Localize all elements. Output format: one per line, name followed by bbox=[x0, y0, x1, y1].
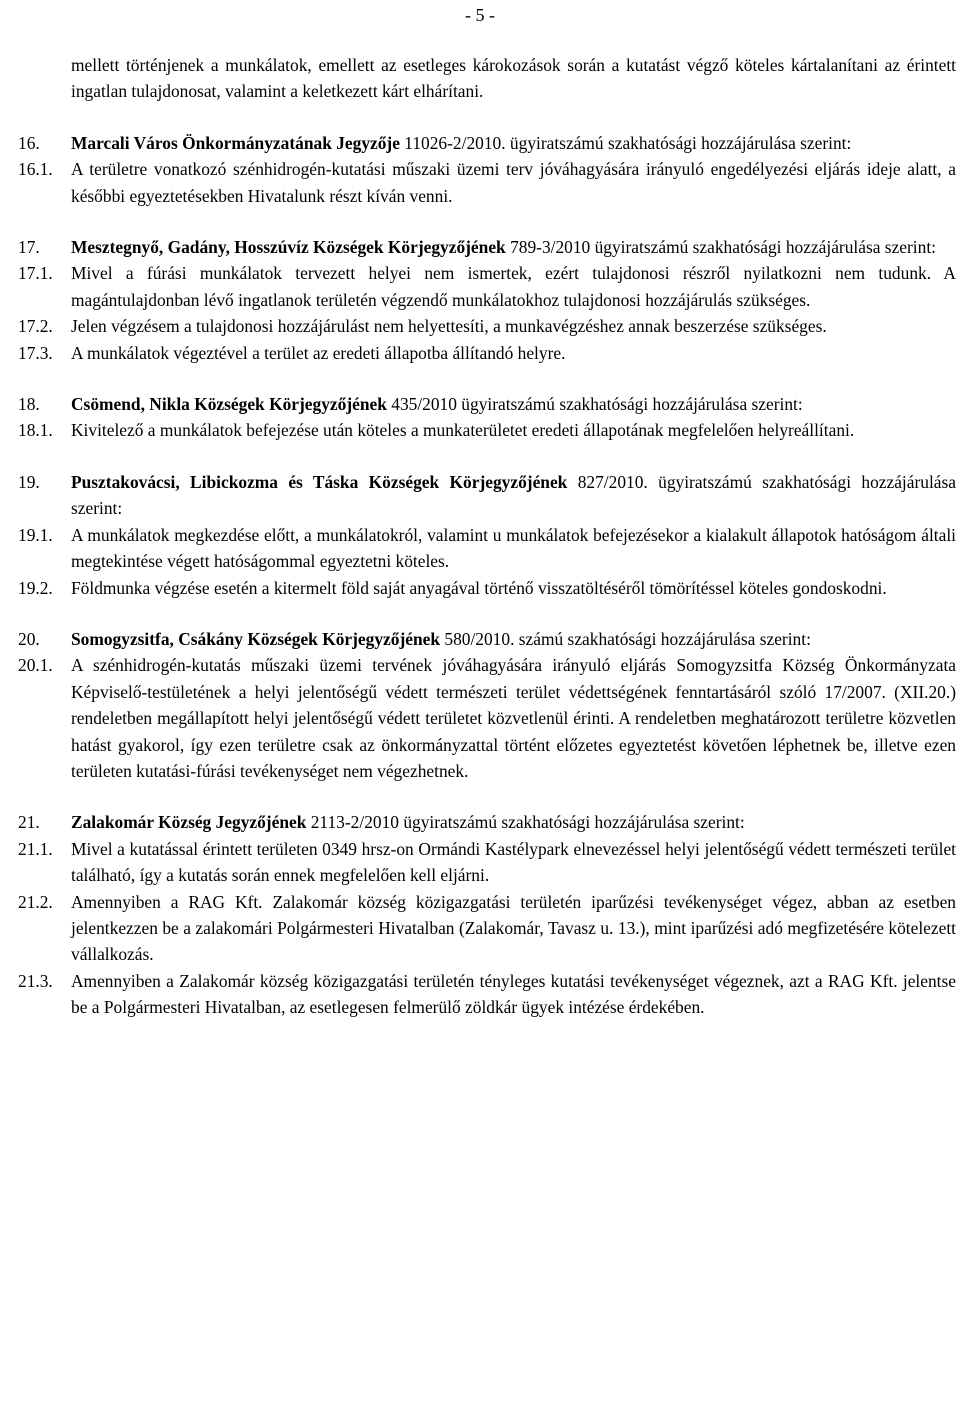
sub-item bbox=[18, 260, 956, 313]
sub-item-text: Amennyiben a RAG Kft. Zalakomár község közigazgatási területén iparűzési tevékenységet végez, abban az esetben jelentkezzen be a zalakomári Polgármesteri Hivatalban (Zalakomár, Tavasz u. 13.), mint iparűzési adó megfizetésére kötelezett vállalkozás. bbox=[71, 891, 956, 965]
section-number: 19. bbox=[18, 471, 40, 492]
authority-name: Somogyzsitfa, Csákány Községek Körjegyzőjének bbox=[71, 628, 441, 649]
sub-item-number: 17.3. bbox=[18, 342, 53, 363]
sub-item-text: Mivel a kutatással érintett területen 0349 hrsz-on Ormándi Kastélypark elnevezéssel helyi jelentőségű védett természeti terület található, így a kutatás során ennek megfelelően kell eljárni. bbox=[71, 838, 956, 886]
document-body bbox=[18, 52, 956, 1021]
sub-item bbox=[18, 417, 956, 443]
sub-item bbox=[18, 340, 956, 366]
sub-item bbox=[18, 156, 956, 209]
sub-item-number: 19.2. bbox=[18, 577, 53, 598]
sub-item-number: 21.1. bbox=[18, 838, 53, 859]
sub-item bbox=[18, 889, 956, 968]
sub-item-text: Jelen végzésem a tulajdonosi hozzájárulást nem helyettesíti, a munkavégzéshez annak beszerzése szükséges. bbox=[71, 316, 827, 337]
section-number: 18. bbox=[18, 394, 40, 415]
sub-item-text: Földmunka végzése esetén a kitermelt föld saját anyagával történő visszatöltéséről tömörítéssel köteles gondoskodni. bbox=[71, 577, 887, 598]
section-heading-rest: 2113-2/2010 ügyiratszámú szakhatósági hozzájárulása szerint: bbox=[306, 812, 745, 833]
sub-item bbox=[18, 313, 956, 339]
sub-item-number: 21.3. bbox=[18, 970, 53, 991]
page-number: - 5 - bbox=[465, 5, 495, 25]
section-heading-rest: 11026-2/2010. ügyiratszámú szakhatósági hozzájárulása szerint: bbox=[399, 132, 852, 153]
sub-item bbox=[18, 522, 956, 575]
section-heading bbox=[18, 469, 956, 522]
section-heading bbox=[18, 391, 956, 417]
section-heading bbox=[18, 809, 956, 835]
sub-item bbox=[18, 652, 956, 784]
section-heading-rest: 827/2010. ügyiratszámú szakhatósági hozzájárulása szerint: bbox=[71, 471, 957, 519]
sub-item-number: 16.1. bbox=[18, 159, 53, 180]
authority-name: Mesztegnyő, Gadány, Hosszúvíz Községek Körjegyzőjének bbox=[71, 237, 506, 258]
sub-item-number: 18.1. bbox=[18, 420, 53, 441]
sub-item-text: A szénhidrogén-kutatás műszaki üzemi tervének jóváhagyására irányuló eljárás Somogyzsitfa Község Önkormányzata Képviselő-testületének a helyi jelentőségű védett természeti terület védettségének fenntartásáról szóló 17/2007. (XII.20.) rendeletben megállapított helyi jelentőségű védett területet közvetlenül érinti. A rendeletben meghatározott területre közvetlen hatást gyakorol, így ezen területre csak az önkormányzattal történt előzetes egyeztetést követően léphetnek be, illetve ezen területen kutatási-fúrási tevékenységet nem végezhetnek. bbox=[71, 655, 956, 781]
section-number: 16. bbox=[18, 132, 40, 153]
sub-item-text: Mivel a fúrási munkálatok tervezett helyei nem ismertek, ezért tulajdonosi részről nyilatkozni nem tudunk. A magántulajdonban lévő ingatlanok területén végzendő munkálatokhoz tulajdonosi hozzájárulás szükséges. bbox=[71, 263, 956, 310]
authority-name: Zalakomár Község Jegyzőjének bbox=[71, 812, 307, 833]
section-heading bbox=[18, 130, 956, 156]
section-heading-rest: 580/2010. számú szakhatósági hozzájárulása szerint: bbox=[440, 628, 811, 649]
sub-item-text: A munkálatok megkezdése előtt, a munkálatokról, valamint u munkálatok befejezésekor a kialakult állapotok hatóságom általi megtekintése végett hatóságommal egyeztetni köteles. bbox=[71, 524, 956, 572]
section-number: 21. bbox=[18, 812, 40, 833]
sub-item-number: 17.1. bbox=[18, 263, 53, 284]
sub-item bbox=[18, 836, 956, 889]
authority-name: Csömend, Nikla Községek Körjegyzőjének bbox=[71, 394, 387, 415]
sections bbox=[18, 130, 956, 1021]
authority-name: Pusztakovácsi, Libickozma és Táska Községek Körjegyzőjének bbox=[71, 471, 568, 492]
sub-item-text: A munkálatok végeztével a terület az eredeti állapotba állítandó helyre. bbox=[71, 342, 566, 363]
section-heading bbox=[18, 626, 956, 652]
authority-name: Marcali Város Önkormányzatának Jegyzője bbox=[71, 132, 400, 153]
sub-item bbox=[18, 575, 956, 601]
sub-item-number: 17.2. bbox=[18, 316, 53, 337]
sub-item-text: A területre vonatkozó szénhidrogén-kutatási műszaki üzemi terv jóváhagyására irányuló engedélyezési eljárás ideje alatt, a későbbi egyeztetésekben Hivatalunk részt kíván venni. bbox=[71, 159, 956, 206]
section-heading-rest: 435/2010 ügyiratszámú szakhatósági hozzájárulása szerint: bbox=[386, 394, 803, 415]
sub-item-number: 19.1. bbox=[18, 524, 53, 545]
intro-paragraph: mellett történjenek a munkálatok, emellett az esetleges károkozások során a kutatást végző köteles kártalanítani az érintett ingatlan tulajdonosat, valamint a keletkezett kárt elhárítani. bbox=[71, 55, 956, 102]
section-number: 17. bbox=[18, 237, 40, 258]
section-number: 20. bbox=[18, 628, 40, 649]
sub-item-number: 20.1. bbox=[18, 655, 53, 676]
section-heading-rest: 789-3/2010 ügyiratszámú szakhatósági hozzájárulása szerint: bbox=[505, 237, 936, 258]
sub-item-text: Kivitelező a munkálatok befejezése után köteles a munkaterületet eredeti állapotának megfelelően helyreállítani. bbox=[71, 420, 855, 441]
sub-item-number: 21.2. bbox=[18, 891, 53, 912]
sub-item-text: Amennyiben a Zalakomár község közigazgatási területén tényleges kutatási tevékenységet végeznek, azt a RAG Kft. jelentse be a Polgármesteri Hivatalban, az esetlegesen felmerülő zöldkár ügyek intézése érdekében. bbox=[71, 970, 956, 1018]
section-heading bbox=[18, 234, 956, 260]
sub-item bbox=[18, 968, 956, 1021]
